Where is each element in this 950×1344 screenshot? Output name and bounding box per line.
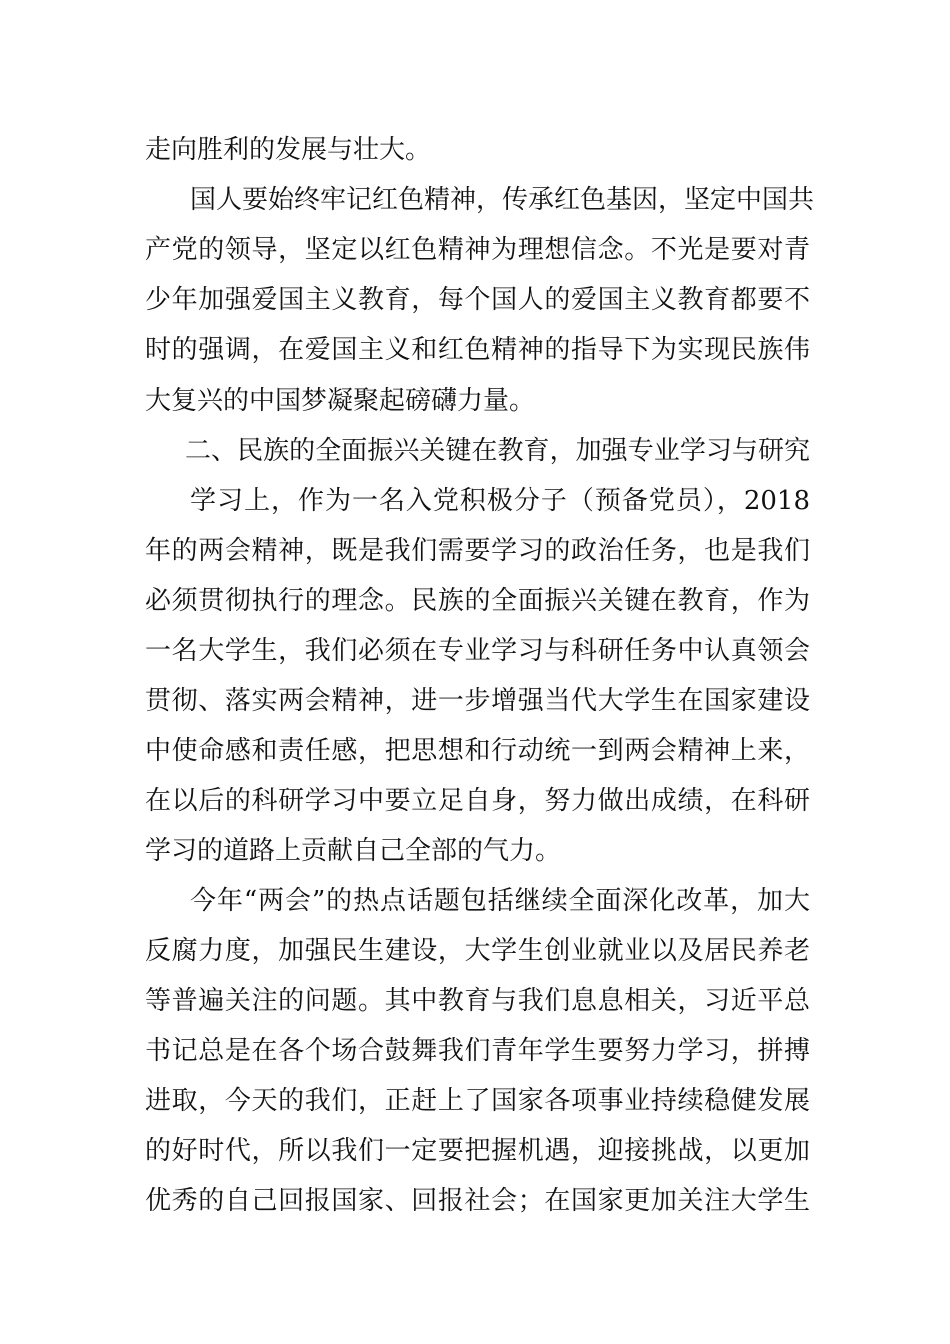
text-line: 的好时代，所以我们一定要把握机遇，迎接挑战，以更加 <box>145 1136 810 1166</box>
text-line: 必须贯彻执行的理念。民族的全面振兴关键在教育，作为 <box>145 586 810 616</box>
text-line: 等普遍关注的问题。其中教育与我们息息相关，习近平总 <box>145 986 810 1016</box>
text-line: 今年“两会”的热点话题包括继续全面深化改革，加大 <box>190 886 810 916</box>
text-line: 学习的道路上贡献自己全部的气力。 <box>145 836 562 866</box>
text-line: 时的强调，在爱国主义和红色精神的指导下为实现民族伟 <box>145 335 810 365</box>
text-line: 优秀的自己回报国家、回报社会；在国家更加关注大学生 <box>145 1186 810 1216</box>
text-line: 一名大学生，我们必须在专业学习与科研任务中认真领会 <box>145 636 810 666</box>
text-line: 年的两会精神，既是我们需要学习的政治任务，也是我们 <box>145 536 810 566</box>
text-line: 在以后的科研学习中要立足自身，努力做出成绩，在科研 <box>145 786 810 816</box>
text-line: 大复兴的中国梦凝聚起磅礴力量。 <box>145 386 536 416</box>
text-line: 进取，今天的我们，正赶上了国家各项事业持续稳健发展 <box>145 1086 810 1116</box>
text-line: 学习上，作为一名入党积极分子（预备党员），2018 <box>190 486 810 516</box>
text-line: 反腐力度，加强民生建设，大学生创业就业以及居民养老 <box>145 936 810 966</box>
text-line: 贯彻、落实两会精神，进一步增强当代大学生在国家建设 <box>145 686 810 716</box>
text-line: 走向胜利的发展与壮大。 <box>145 135 432 165</box>
text-line: 国人要始终牢记红色精神，传承红色基因，坚定中国共 <box>190 185 815 215</box>
text-line: 书记总是在各个场合鼓舞我们青年学生要努力学习，拼搏 <box>145 1036 810 1066</box>
section-heading: 二、民族的全面振兴关键在教育，加强专业学习与研究 <box>185 436 810 466</box>
text-line: 中使命感和责任感，把思想和行动统一到两会精神上来， <box>145 736 810 766</box>
text-line: 少年加强爱国主义教育，每个国人的爱国主义教育都要不 <box>145 285 810 315</box>
text-line: 产党的领导，坚定以红色精神为理想信念。不光是要对青 <box>145 235 810 265</box>
